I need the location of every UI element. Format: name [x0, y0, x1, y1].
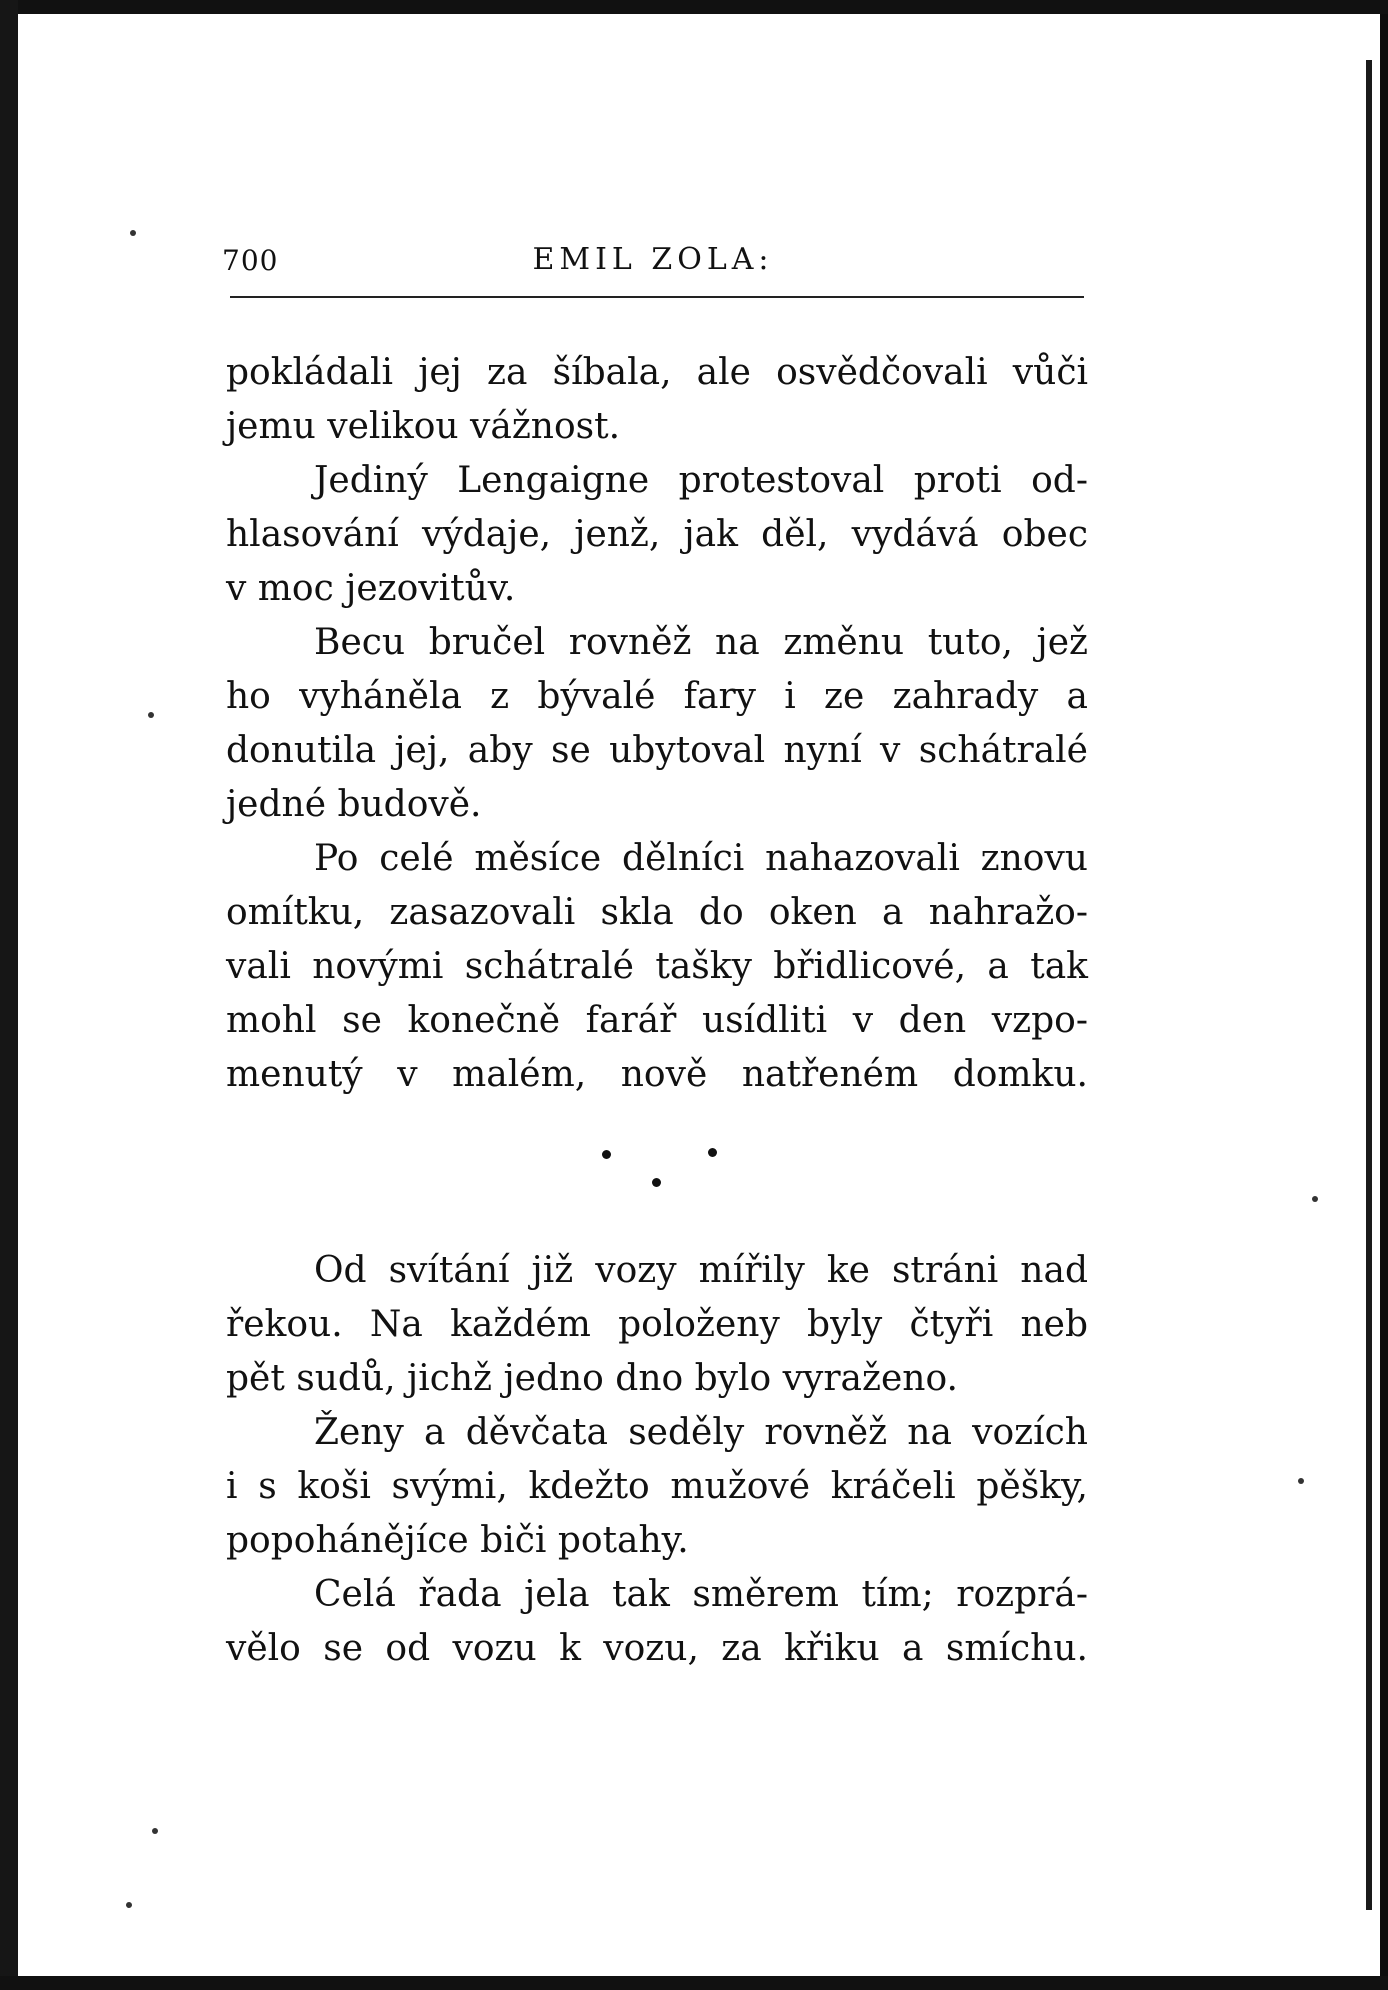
text-line: popohánějíce biči potahy.: [226, 1520, 689, 1561]
text-line: vělo se od vozu k vozu, za křiku a smíchu.: [226, 1628, 1088, 1669]
text-line: mohl se konečně farář usídliti v den vzpo-: [226, 1000, 1088, 1041]
scan-edge-left: [0, 0, 18, 1990]
ornament-dot: [708, 1148, 717, 1157]
text-line: jedné budově.: [226, 784, 482, 825]
text-line: pokládali jej za šíbala, ale osvědčovali vůči: [226, 352, 1088, 393]
text-line: Po celé měsíce dělníci nahazovali znovu: [314, 838, 1088, 879]
scan-speck: [126, 1902, 132, 1908]
scan-edge-top: [0, 0, 1388, 14]
text-line: hlasování výdaje, jenž, jak děl, vydává obec: [226, 514, 1088, 555]
text-line: Becu bručel rovněž na změnu tuto, jež: [314, 622, 1088, 663]
text-line: omítku, zasazovali skla do oken a nahražo-: [226, 892, 1088, 933]
text-line: i s koši svými, kdežto mužové kráčeli pěšky,: [226, 1466, 1088, 1507]
scan-edge-bottom: [0, 1976, 1388, 1990]
page-number: 700: [222, 244, 279, 277]
ornament-dot: [652, 1178, 661, 1187]
scan-speck: [152, 1828, 158, 1834]
scan-speck: [1298, 1478, 1304, 1484]
text-line: Celá řada jela tak směrem tím; rozprá-: [314, 1574, 1088, 1615]
text-line: řekou. Na každém položeny byly čtyři neb: [226, 1304, 1088, 1345]
text-line: menutý v malém, nově natřeném domku.: [226, 1054, 1088, 1095]
running-head: [222, 238, 1084, 282]
scan-speck: [1312, 1196, 1318, 1202]
running-title: EMIL ZOLA:: [532, 242, 774, 277]
scan-edge-right: [1380, 14, 1388, 1990]
text-line: v moc jezovitův.: [226, 568, 516, 609]
header-rule: [230, 296, 1084, 298]
text-line: ho vyháněla z bývalé fary i ze zahrady a: [226, 676, 1088, 717]
text-line: jemu velikou vážnost.: [226, 406, 621, 447]
text-line: donutila jej, aby se ubytoval nyní v schátralé: [226, 730, 1088, 771]
scan-speck: [148, 712, 154, 718]
text-line: Od svítání již vozy mířily ke stráni nad: [314, 1250, 1088, 1291]
text-line: vali novými schátralé tašky břidlicové, a tak: [226, 946, 1088, 987]
scan-edge-right-line: [1366, 60, 1372, 1910]
scan-speck: [130, 230, 136, 236]
body-text-lower: [226, 1244, 1088, 1676]
text-line: Jediný Lengaigne protestoval proti od-: [314, 460, 1088, 501]
text-line: Ženy a děvčata seděly rovněž na vozích: [314, 1412, 1088, 1453]
ornament-dot: [602, 1150, 611, 1159]
body-text-upper: [226, 346, 1088, 1102]
asterism-ornament: [560, 1130, 760, 1200]
text-line: pět sudů, jichž jedno dno bylo vyraženo.: [226, 1358, 958, 1399]
